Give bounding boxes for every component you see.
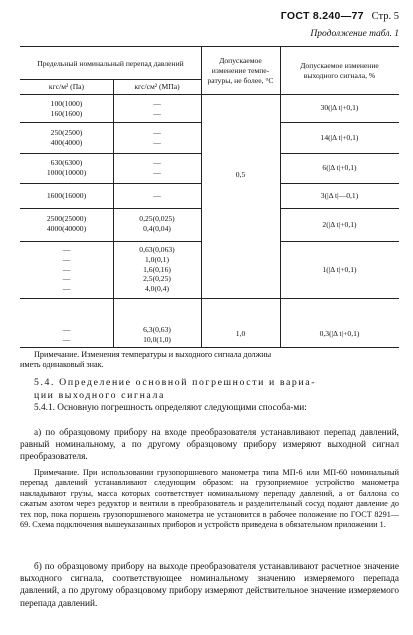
- header-pressure: Предельный номинальный перепад давлений: [37, 59, 184, 68]
- paragraph-b: б) по образцовому прибору на выходе преобразователя устанавливают расчетное значение выходного сигнала, соответствующее номинальному значению измеряемого перепада давлений, а по другому образцовому прибору измеряют действительное значение измеряемого перепада давлений.: [20, 562, 399, 609]
- table-row-rule: [20, 94, 399, 95]
- table-cell-temp: 1,0: [235, 329, 246, 338]
- table-cell: 630(6300) 1000(10000): [46, 158, 87, 177]
- table-cell: — —: [62, 325, 71, 344]
- table-cell: 2(|Δ t|+0,1): [322, 220, 357, 229]
- header-unit-pa: кгс/м² (Па): [48, 82, 85, 91]
- table-row-rule: [20, 241, 201, 242]
- note-paragraph: Примечание. При использовании грузопоршневого манометра типа МП-6 или МП-60 номинальный перепад давлений устанавливают следующим образом: на грузоприемное устройство манометра накладывают грузы, масса которых соответствует номинальному перепаду давлений, а от баллона со сжатым азотом через редуктор и вентили в преобразователь и разделительный сосуд подают давление до тех пор, пока поршень грузопоршневого манометра не установится в рабочее положение по ГОСТ 8291—69. Схема подключения вышеуказанных приборов и устройств приведена в обязательном приложении 1.: [20, 468, 399, 530]
- table-cell: 2500(25000) 4000(40000): [46, 214, 87, 233]
- table-cell: 3(|Δ t|—0,1): [320, 191, 359, 200]
- table-row-rule: [20, 122, 201, 123]
- table-cell: 6(|Δ t|+0,1): [322, 163, 357, 172]
- paragraph-a: а) по образцовому прибору на входе преобразователя устанавливают перепад давлений, равный номинальному, а по другому образцовому прибору измеряют выходной сигнал преобразователя.: [20, 428, 399, 463]
- table-cell-temp: 0,5: [235, 170, 246, 179]
- table-cell: 250(2500) 400(4000): [50, 128, 83, 147]
- table-divider: [201, 46, 202, 347]
- table-cell: 1(|Δ t|+0,1): [322, 265, 357, 274]
- table-divider: [113, 79, 114, 347]
- table-row-rule: [280, 122, 399, 123]
- table-continuation-label: Продолжение табл. 1: [310, 29, 399, 39]
- table-cell: 6,3(0,63) 10,0(1,0): [143, 325, 171, 344]
- table-cell: — —: [153, 128, 161, 147]
- table-row-rule: [280, 208, 399, 209]
- table-cell: —: [153, 191, 161, 200]
- table-cell: 0,25(0,025) 0,4(0,04): [139, 214, 175, 233]
- table-row-rule: [20, 79, 201, 80]
- table-cell: — —: [153, 99, 161, 118]
- table-bottom-rule: [20, 347, 399, 348]
- header-temp: Допускаемое изменение темпе- ратуры, не более, °С: [207, 56, 274, 85]
- page-number: Стр. 5: [371, 11, 399, 22]
- table-cell: 30(|Δ t|+0,1): [320, 103, 359, 112]
- header-unit-mpa: кгс/см² (МПа): [134, 82, 180, 91]
- table-note: Примечание. Изменения температуры и выходного сигнала должны иметь одинаковый знак.: [20, 350, 272, 370]
- table-cell: — —: [153, 158, 161, 177]
- page-header: [281, 10, 399, 22]
- table-cell: — — — — —: [62, 245, 71, 294]
- table-cell: 100(1000) 160(1600): [50, 99, 83, 118]
- section-title: 5.4. Определение основной погрешности и вариа- ции выходного сигнала: [34, 377, 317, 401]
- header-signal-change: Допускаемое изменение выходного сигнала, %: [300, 61, 379, 80]
- table-cell: 1600(16000): [46, 191, 87, 200]
- table-top-rule: [20, 46, 399, 47]
- table-row-rule: [20, 208, 201, 209]
- table-row-rule: [280, 183, 399, 184]
- doc-number: ГОСТ 8.240—77: [280, 10, 364, 22]
- table-cell: 0,3(|Δ t|+0,1): [319, 329, 360, 338]
- table-row-rule: [20, 298, 399, 299]
- table-row-rule: [20, 153, 201, 154]
- table-row-rule: [20, 183, 201, 184]
- table-cell: 0,63(0,063) 1,0(0,1) 1,6(0,16) 2,5(0,25) 4,0(0,4): [139, 245, 175, 294]
- table-row-rule: [280, 241, 399, 242]
- table-row-rule: [280, 153, 399, 154]
- paragraph-541: 5.4.1. Основную погрешность определяют следующими способа-ми:: [34, 403, 307, 413]
- table-cell: 14(|Δ t|+0,1): [320, 133, 359, 142]
